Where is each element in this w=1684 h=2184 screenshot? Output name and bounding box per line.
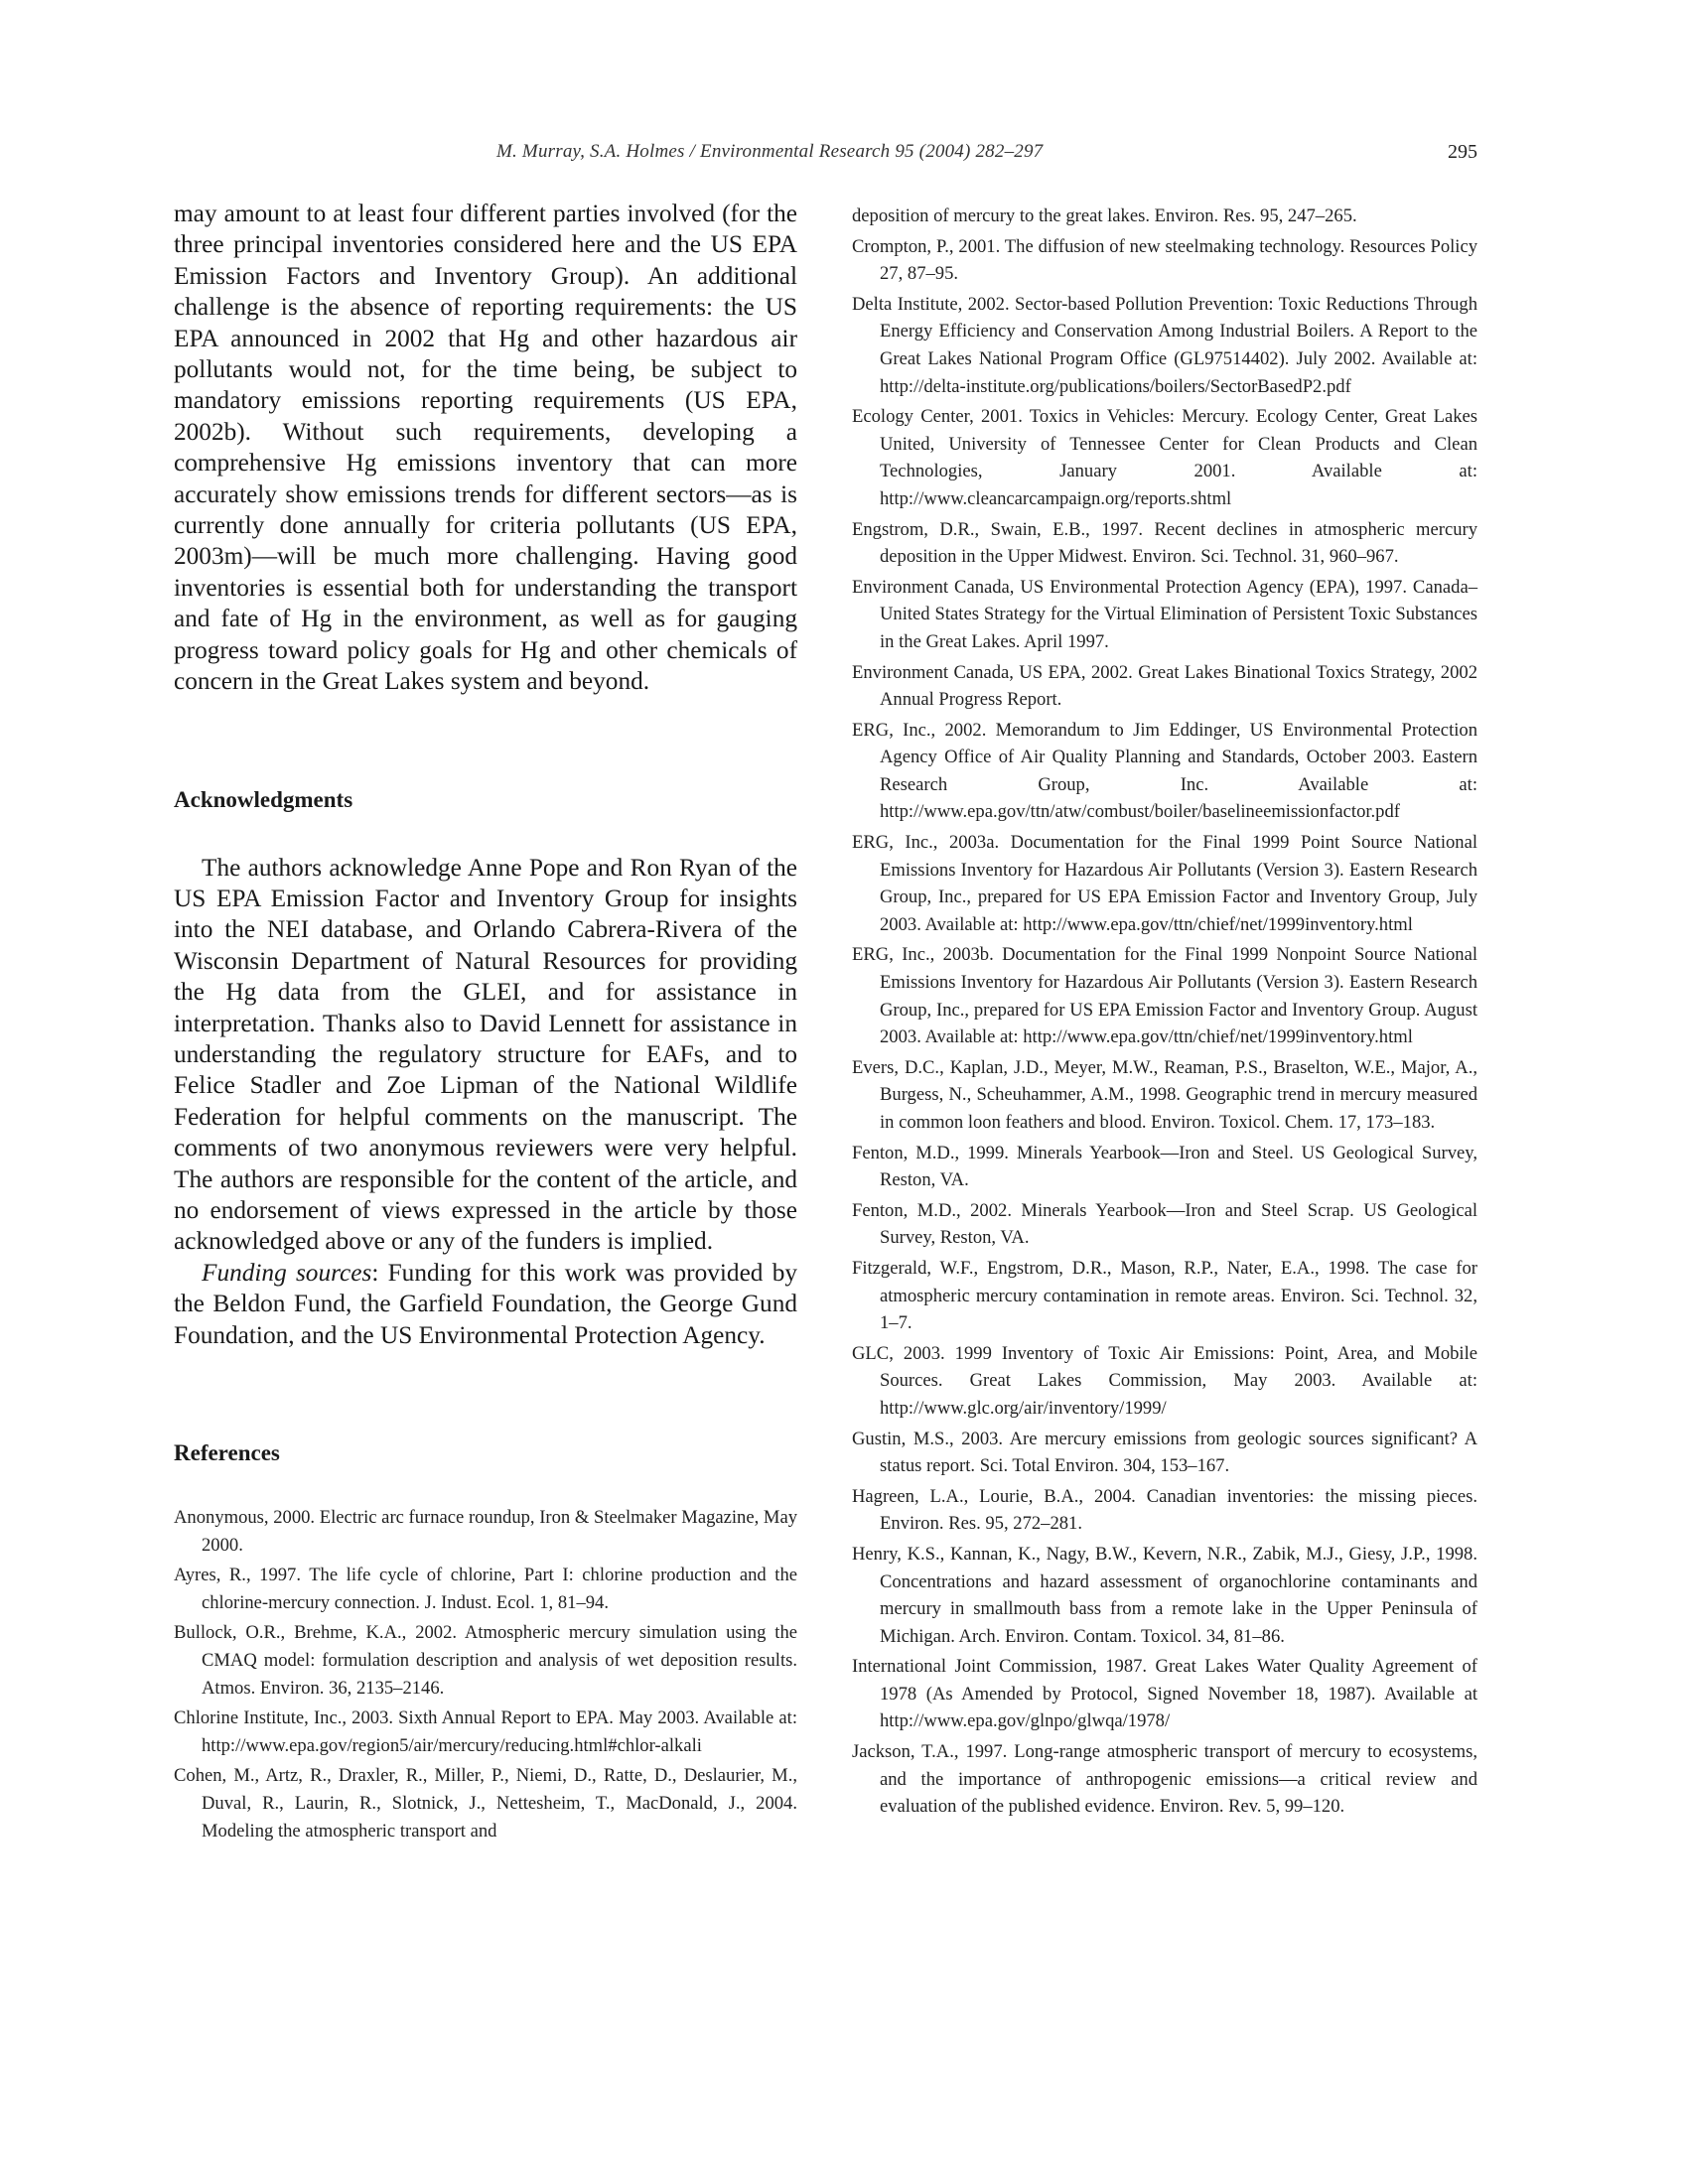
reference-item: Engstrom, D.R., Swain, E.B., 1997. Recent declines in atmospheric mercury deposition in the Upper Midwest. Environ. Sci. Technol. 31, 960–967. [852,518,1477,568]
reference-item: Ayres, R., 1997. The life cycle of chlorine, Part I: chlorine production and the chlorine-mercury connection. J. Indust. Ecol. 1, 81–94. [174,1565,797,1613]
funding-label: Funding sources [202,1258,372,1287]
reference-item: Environment Canada, US Environmental Protection Agency (EPA), 1997. Canada–United States Strategy for the Virtual Elimination of Persistent Toxic Substances in the Great Lakes. April 1997. [852,576,1477,652]
running-head [0,141,1684,171]
acknowledgments-paragraph: The authors acknowledge Anne Pope and Ron Ryan of the US EPA Emission Factor and Inventory Group for insights into the NEI database, and Orlando Cabrera-Rivera of the Wisconsin Department of Natural Resources for providing the Hg data from the GLEI, and for assistance in interpretation. Thanks also to David Lennett for assistance in understanding the regulatory structure for EAFs, and to Felice Stadler and Zoe Lipman of the National Wildlife Federation for helpful comments on the manuscript. The comments of two anonymous reviewers were very helpful. The authors are responsible for the content of the article, and no endorsement of views expressed in the article by those acknowledged above or any of the funders is implied. [174,853,797,1256]
reference-item: Crompton, P., 2001. The diffusion of new steelmaking technology. Resources Policy 27, 87–95. [852,235,1477,285]
reference-item: ERG, Inc., 2003b. Documentation for the Final 1999 Nonpoint Source National Emissions Inventory for Hazardous Air Pollutants (Version 3). Eastern Research Group, Inc., prepared for US EPA Emission Factor and Inventory Group. August 2003. Available at: http://www.epa.gov/ttn/chief/net/1999inventory.html [852,944,1477,1048]
acknowledgments-section [174,853,797,1352]
reference-item: ERG, Inc., 2002. Memorandum to Jim Eddinger, US Environmental Protection Agency Office of Air Quality Planning and Standards, October 2003. Eastern Research Group, Inc. Available at: http://www.epa.gov/ttn/atw/combust/boiler/baselineemissionfactor.pdf [852,719,1477,823]
reference-item: ERG, Inc., 2003a. Documentation for the Final 1999 Point Source National Emissions Inventory for Hazardous Air Pollutants (Version 3). Eastern Research Group, Inc., prepared for US EPA Emission Factor and Inventory Group, July 2003. Available at: http://www.epa.gov/ttn/chief/net/1999inventory.html [852,832,1477,935]
left-column [174,199,797,1847]
reference-item: Environment Canada, US EPA, 2002. Great Lakes Binational Toxics Strategy, 2002 Annual Progress Report. [852,661,1477,711]
reference-item: GLC, 2003. 1999 Inventory of Toxic Air Emissions: Point, Area, and Mobile Sources. Great Lakes Commission, May 2003. Available at: http://www.glc.org/air/inventory/1999/ [852,1342,1477,1419]
funding-text: : Funding for this work was provided by the Beldon Fund, the Garfield Foundation, the George Gund Foundation, and the US Environmental Protection Agency. [174,1258,798,1349]
reference-list-left [174,1504,797,1844]
references-heading: References [174,1440,280,1465]
reference-item: Gustin, M.S., 2003. Are mercury emissions from geologic sources significant? A status report. Sci. Total Environ. 304, 153–167. [852,1428,1477,1477]
reference-item: Anonymous, 2000. Electric arc furnace roundup, Iron & Steelmaker Magazine, May 2000. [174,1507,797,1556]
reference-item: Fenton, M.D., 1999. Minerals Yearbook—Iron and Steel. US Geological Survey, Reston, VA. [852,1142,1477,1191]
running-title: M. Murray, S.A. Holmes / Environmental Research 95 (2004) 282–297 [496,141,1044,162]
reference-item: Hagreen, L.A., Lourie, B.A., 2004. Canadian inventories: the missing pieces. Environ. Res. 95, 272–281. [852,1485,1477,1535]
reference-item: Jackson, T.A., 1997. Long-range atmospheric transport of mercury to ecosystems, and the importance of anthropogenic emissions—a critical review and evaluation of the published evidence. Environ. Rev. 5, 99–120. [852,1741,1477,1818]
page-number: 295 [1448,141,1477,163]
reference-item: Ecology Center, 2001. Toxics in Vehicles: Mercury. Ecology Center, Great Lakes United, University of Tennessee Center for Clean Products and Clean Technologies, January 2001. Available at: http://www.cleancarcampaign.org/reports.shtml [852,406,1477,509]
reference-item: Evers, D.C., Kaplan, J.D., Meyer, M.W., Reaman, P.S., Braselton, W.E., Major, A., Burgess, N., Scheuhammer, A.M., 1998. Geographic trend in mercury measured in common loon feathers and blood. Environ. Toxicol. Chem. 17, 173–183. [852,1056,1477,1133]
reference-list-right [852,203,1477,1821]
reference-item: Delta Institute, 2002. Sector-based Pollution Prevention: Toxic Reductions Through Energy Efficiency and Conservation Among Industrial Boilers. A Report to the Great Lakes National Program Office (GL97514402). July 2002. Available at: http://delta-institute.org/publications/boilers/SectorBasedP2.pdf [852,293,1477,397]
funding-paragraph [174,1258,797,1351]
right-column [852,203,1477,1824]
acknowledgments-heading: Acknowledgments [174,786,353,812]
reference-item: International Joint Commission, 1987. Great Lakes Water Quality Agreement of 1978 (As Amended by Protocol, Signed November 18, 1987). Available at http://www.epa.gov/glnpo/glwqa/1978/ [852,1656,1477,1732]
reference-item: Henry, K.S., Kannan, K., Nagy, B.W., Kevern, N.R., Zabik, M.J., Giesy, J.P., 1998. Concentrations and hazard assessment of organochlorine contaminants and mercury in smallmouth bass from a remote lake in the Upper Peninsula of Michigan. Arch. Environ. Contam. Toxicol. 34, 81–86. [852,1543,1477,1647]
reference-item: Bullock, O.R., Brehme, K.A., 2002. Atmospheric mercury simulation using the CMAQ model: formulation description and analysis of wet deposition results. Atmos. Environ. 36, 2135–2146. [174,1622,797,1699]
reference-item: Cohen, M., Artz, R., Draxler, R., Miller, P., Niemi, D., Ratte, D., Deslaurier, M., Duval, R., Laurin, R., Slotnick, J., Nettesheim, T., MacDonald, J., 2004. Modeling the atmospheric transport and [174,1765,797,1842]
reference-item: deposition of mercury to the great lakes. Environ. Res. 95, 247–265. [852,205,1357,226]
reference-item: Fitzgerald, W.F., Engstrom, D.R., Mason, R.P., Nater, E.A., 1998. The case for atmospheric mercury contamination in remote areas. Environ. Sci. Technol. 32, 1–7. [852,1257,1477,1334]
intro-paragraph: may amount to at least four different parties involved (for the three principal inventories considered here and the US EPA Emission Factors and Inventory Group). An additional challenge is the absence of reporting requirements: the US EPA announced in 2002 that Hg and other hazardous air pollutants would not, for the time being, be subject to mandatory emissions reporting requirements (US EPA, 2002b). Without such requirements, developing a comprehensive Hg emissions inventory that can more accurately show emissions trends for different sectors—as is currently done annually for criteria pollutants (US EPA, 2003m)—will be much more challenging. Having good inventories is essential both for understanding the transport and fate of Hg in the environment, as well as for gauging progress toward policy goals for Hg and other chemicals of concern in the Great Lakes system and beyond. [174,200,797,696]
reference-item: Chlorine Institute, Inc., 2003. Sixth Annual Report to EPA. May 2003. Available at: http://www.epa.gov/region5/air/mercury/reducing.html#chlor-alkali [174,1707,797,1756]
reference-item: Fenton, M.D., 2002. Minerals Yearbook—Iron and Steel Scrap. US Geological Survey, Reston, VA. [852,1199,1477,1249]
